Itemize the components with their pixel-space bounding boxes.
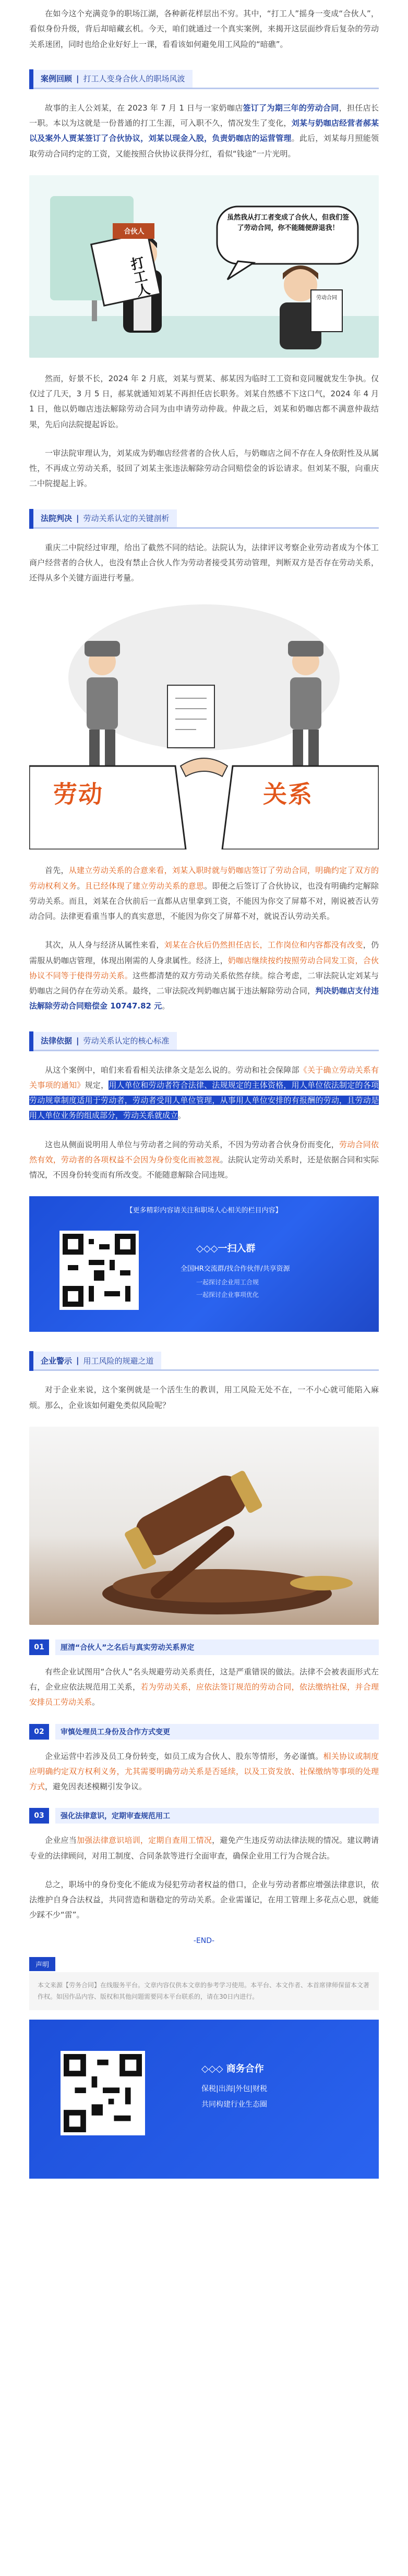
banner-caption: 【更多精彩内容请关注和职场人心相关的栏目内容】 <box>126 1207 282 1215</box>
law-paragraph-2: 这也从侧面说明用人单位与劳动者之间的劳动关系，不因为劳动者合伙身份而变化，劳动合同依然有效，劳动者的各项权益不会因为身份变化而被忽视。法院认定劳动关系时，还是依据合同和实际情况，不因身份转变而有所改变。不能随意解除合同违规。 <box>29 1139 379 1180</box>
section-label: 企业警示 <box>41 1356 73 1366</box>
case-paragraph-1: 故事的主人公刘某，在 2023 年 7 月 1 日与一家奶咖店签订了为期三年的劳动合同，担任店长一职。本以为这就是一份普通的打工生涯，可入职不久，情况发生了变化，刘某与奶咖店经营者郝某以及案外人贾某签订了合伙协议，刘某以现金入股，负责奶咖店的运营管理。此后，刘某每月照能领取劳动合同约定的工资，又能按照合伙协议获得分红，看似“钱途”一片光明。 <box>29 103 379 159</box>
banner-line-3: 一起探讨企业事项优化 <box>196 1291 259 1299</box>
section-label: 案例回顾 <box>41 74 73 84</box>
business-banner-line-2: 共同构建行业生态圈 <box>201 2100 267 2109</box>
tip-heading-3: 03 强化法律意识，定期审查规范用工 <box>29 1808 379 1824</box>
illustration-art <box>29 175 379 358</box>
join-group-banner <box>29 1196 379 1332</box>
law-paragraph-1: 从这个案例中，咱们来看看相关法律条文是怎么说的。劳动和社会保障部《关于确立劳动关系有关事项的通知》规定，用人单位和劳动者符合法律、法规规定的主体资格，用人单位依法制定的各项劳动规章制度适用于劳动者，劳动者受用人单位管理，从事用人单位安排的有报酬的劳动，且劳动是用人单位业务的组成部分，劳动关系就成立。 <box>29 1065 379 1121</box>
banner-line-2: 一起探讨企业用工合规 <box>196 1279 259 1286</box>
tip-body-2: 企业运营中若涉及员工身份转变，如员工成为合伙人、股东等情形，务必谨慎。相关协议或制度应明确约定双方权利义务，尤其需要明确劳动关系是否延续，以及工资发放、社保缴纳等事项的处理方式，避免因表述模糊引发争议。 <box>29 1751 379 1791</box>
tip-body-1: 有些企业试图用“合伙人”名头规避劳动关系责任，这是严重错误的做法。法律不会被表面形式左右，企业应依法规范用工关系，若为劳动关系，应依法签订规范的劳动合同，依法缴纳社保，并合理安排员工劳动关系。 <box>29 1667 379 1707</box>
ruling-paragraph-3: 其次，从人身与经济从属性来看，刘某在合伙后仍然担任店长，工作岗位和内容都没有改变，仍需服从奶咖店管理，体现出刚需的人身隶属性。经济上，奶咖店继续按约按照劳动合同发工资，合伙协议不同等于使得劳动关系。这些都清楚的双方劳动关系依然存续。综合考虑，二审法院认定刘某与奶咖店之间仍存在劳动关系。最终，二审法院改判奶咖店属于违法解除劳动合同，判决奶咖店支付违法解除劳动合同赔偿金 10747.82 元。 <box>29 940 379 1011</box>
qr-pattern-icon <box>63 1234 136 1307</box>
speech-bubble-text: 虽然我从打工者变成了合伙人，但我们签了劳动合同，你不能随便辞退我！ <box>226 213 349 232</box>
word-labor: 劳动 <box>53 780 103 809</box>
disclaimer-tag: 声明 <box>29 1957 379 1972</box>
case-paragraph-3: 一审法院审理认为，刘某成为奶咖店经营者的合伙人后，与奶咖店之间不存在人身依附性及从属性，不再成立劳动关系，驳回了刘某主张违法解除劳动合同赔偿金的诉讼请求。但刘某不服，向重庆二中院提起上诉。 <box>29 448 379 489</box>
word-relation: 关系 <box>263 780 313 809</box>
ruling-paragraph-1: 重庆二中院经过审理，给出了截然不同的结论。法院认为，法律评议考察企业劳动者成为个体工商户经营者的合伙人，也没有禁止合伙人作为劳动者接受其劳动管理，判断双方是否存在劳动关系，还得从多个关键方面进行考量。 <box>29 542 379 582</box>
case-illustration <box>29 175 379 358</box>
section-subtitle: 打工人变身合伙人的职场风波 <box>83 74 185 84</box>
business-banner <box>29 2020 379 2179</box>
business-banner-line-1: 保税|出海|外包|财税 <box>201 2085 268 2094</box>
labor-relation-illustration <box>29 599 379 849</box>
worker-sign: 打工人 <box>127 255 151 298</box>
tip-heading-1: 01 厘清“合伙人”之名后与真实劳动关系界定 <box>29 1639 379 1655</box>
qr-code-business[interactable] <box>61 2051 145 2135</box>
section-header-law: 法律依据 | 劳动关系认定的核心标准 <box>29 1028 379 1051</box>
ruling-paragraph-2: 首先，从建立劳动关系的合意来看，刘某入职时就与奶咖店签订了劳动合同，明确约定了双方的劳动权利义务。且已经体现了建立劳动关系的意思。即便之后签订了合伙协议，也没有明确约定解除劳动关系。而且，刘某在合伙前后一直都从店里拿到工资，不能因为你交了屏幕不对，刚说被否认劳动合同。法律更看重当事人的真实意思，不能因为你交了屏幕不对，就说否认劳动关系。 <box>29 866 379 921</box>
handshake-art <box>29 599 379 849</box>
section-subtitle: 劳动关系认定的关键剖析 <box>83 514 170 523</box>
end-mark: -END- <box>193 1936 215 1945</box>
section-label: 法院判决 <box>41 514 73 523</box>
conclusion-paragraph: 总之，职场中的身份变化不能成为侵犯劳动者权益的借口，企业与劳动者都应增强法律意识，依法维护自身合法权益，共同营造和谐稳定的劳动关系。企业需谨记，在用工管理上多花点心思，就能少踩不少“雷”。 <box>29 1879 379 1920</box>
section-subtitle: 用工风险的规避之道 <box>83 1356 154 1366</box>
qr-pattern-icon <box>64 2054 142 2132</box>
banner-line-1: 全国HR交流群/找合作伙伴/共享资源 <box>181 1265 290 1273</box>
qr-code[interactable] <box>59 1231 139 1310</box>
tip-body-3: 企业应当加强法律意识培训，定期自查用工情况，避免产生违反劳动法律法规的情况。建议聘请专业的法律顾问，对用工制度、合同条款等进行全面审查，确保企业用工行为合规合法。 <box>29 1836 379 1861</box>
section-subtitle: 劳动关系认定的核心标准 <box>83 1036 170 1046</box>
section-accent-bar <box>29 69 33 89</box>
business-banner-title: ◇◇◇ 商务合作 <box>201 2063 264 2075</box>
case-paragraph-2: 然而，好景不长，2024 年 2 月底，刘某与贾某、郝某因为临时工工资和竞同履就发生争执。仅仅过了几天，3 月 5 日，郝某就通知刘某不再担任店长职务。刘某自然感不下这口气，2024 年 4 月 1 日，他以奶咖店违法解除劳动合同为由申请劳动仲裁。仲裁之后，刘某和奶咖店都不满意仲裁结果，先后向法院提起诉讼。 <box>29 373 379 429</box>
banner-heading: ◇◇◇一扫入群 <box>196 1243 256 1255</box>
warning-intro: 对于企业来说，这个案例就是一个活生生的教训，用工风险无处不在，一不小心就可能陷入麻烦。那么，企业该如何避免类似风险呢？ <box>29 1385 379 1410</box>
disclaimer-text: 本文来源【劳务合同】在线服务平台。文章内容仅供本文章的参考学习使用。本平台、本文作者、本首席律师保留本文著作权。如因作品内容、版权和其他问题需要同本平台联系的，请在30日内进行。 <box>29 1972 379 2011</box>
section-header-warning: 企业警示 | 用工风险的规避之道 <box>29 1347 379 1371</box>
section-label: 法律依据 <box>41 1036 73 1046</box>
gavel-photo <box>29 1427 379 1625</box>
gavel-icon <box>29 1427 379 1625</box>
section-header-ruling: 法院判决 | 劳动关系认定的关键剖析 <box>29 505 379 529</box>
partner-sign: 合伙人 <box>124 227 145 236</box>
contract-doc-label: 劳动合同 <box>316 295 337 301</box>
tip-heading-2: 02 审慎处理员工身份及合作方式变更 <box>29 1724 379 1740</box>
section-header-case: 案例回顾 | 打工人变身合伙人的职场风波 <box>29 66 379 89</box>
intro-paragraph: 在如今这个充满竞争的职场江湖，各种新花样层出不穷。其中，“打工人”摇身一变成“合伙人”，看似身份升级，背后却暗藏玄机。今天，咱们就通过一个真实案例，来揭开这层面纱背后复杂的劳动关系迷团，同时也给企业好好上一课，看看该如何避免用工风险的“暗礁”。 <box>29 9 379 49</box>
